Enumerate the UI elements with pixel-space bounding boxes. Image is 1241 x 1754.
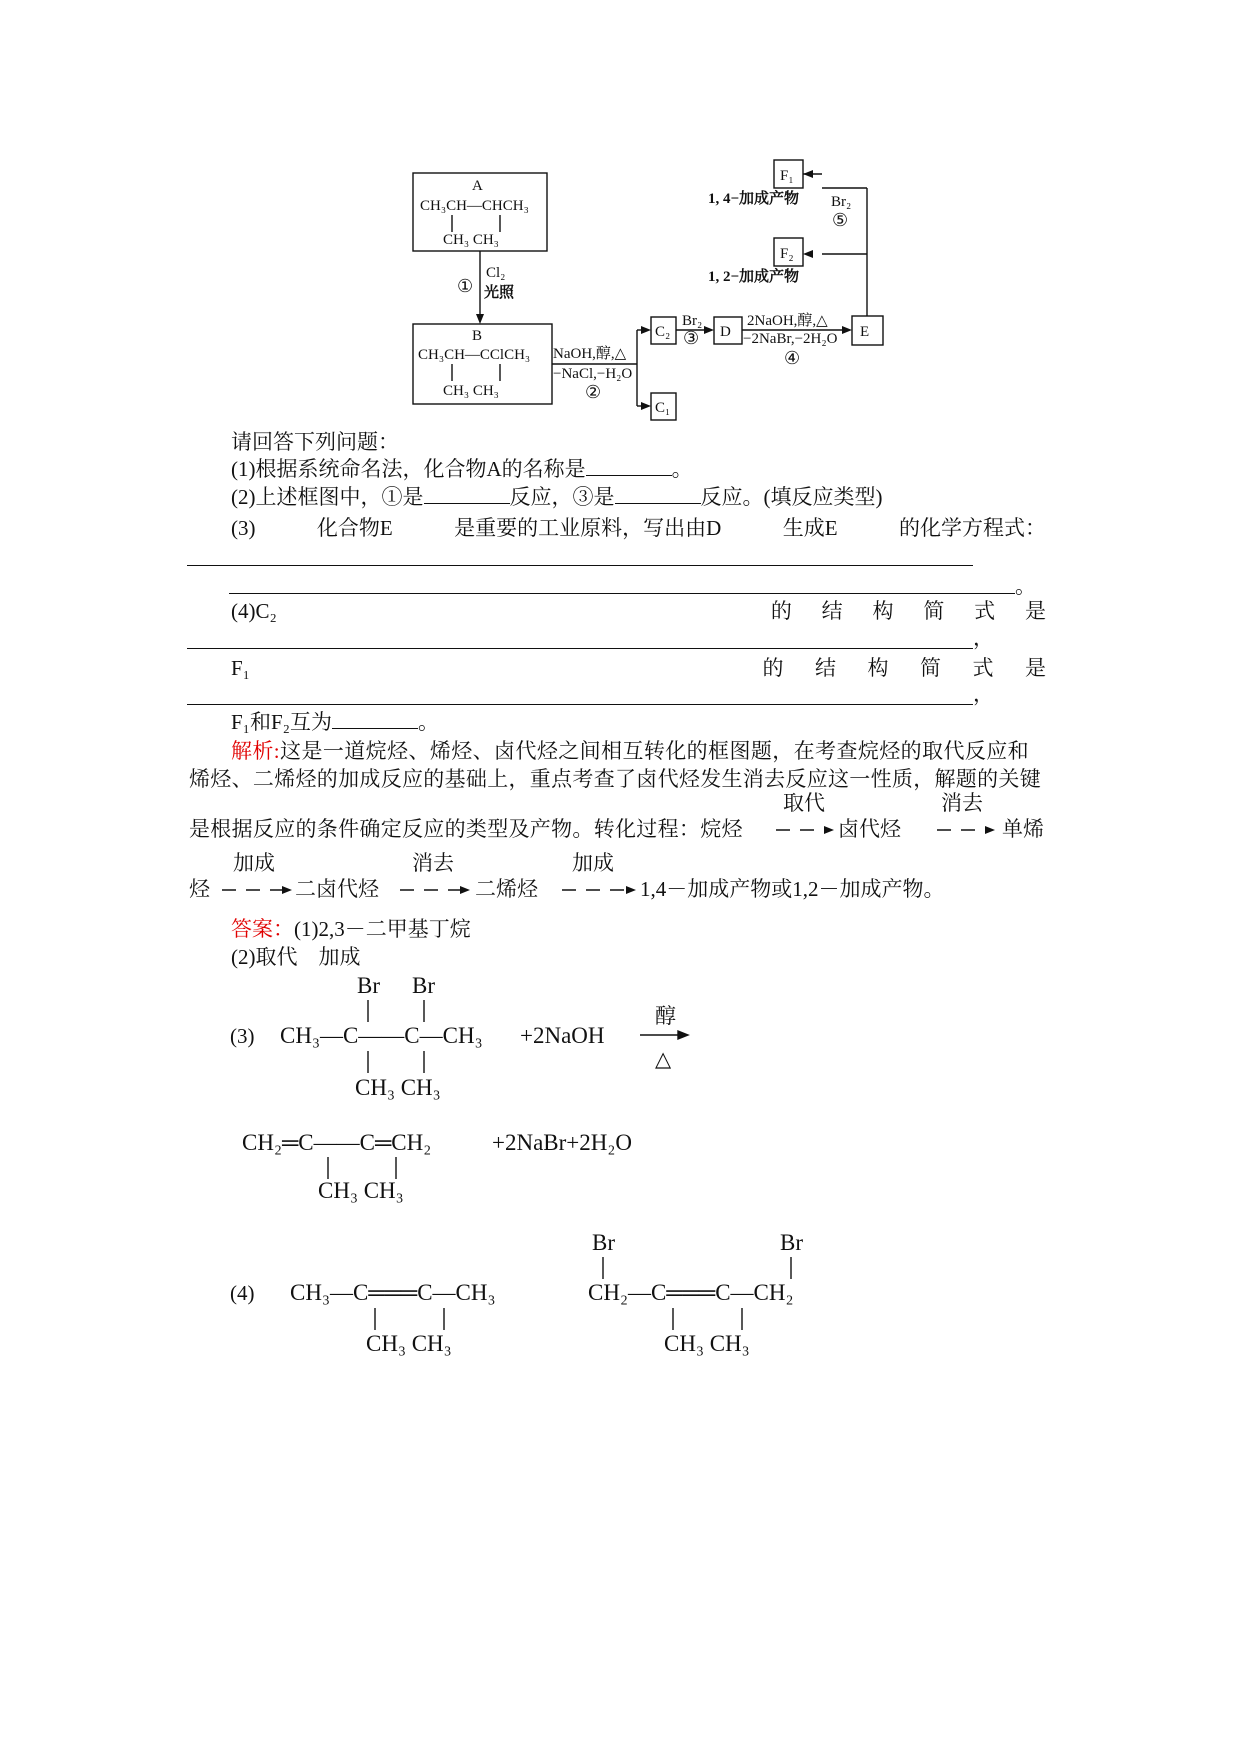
q4-relation-text: F₁和F₂互为 xyxy=(231,710,333,734)
answer-1-text: (1)2,3－二甲基丁烷 xyxy=(294,917,471,941)
q4b-word-1: 结 xyxy=(815,656,836,680)
q3-part-3: 生成E xyxy=(782,516,838,540)
q4b-word-2: 构 xyxy=(867,656,889,680)
arrow-add xyxy=(220,878,294,902)
answer-2: (2)取代 加成 xyxy=(231,945,361,969)
a4-f1-structure: CH₂—C═══C—CH₂ xyxy=(588,1280,794,1305)
step1-reagent: Cl₂ xyxy=(486,265,506,281)
q3-answer-line-2[interactable] xyxy=(229,593,1015,594)
arrow-label-elim2: 消去 xyxy=(412,851,454,875)
analysis-text-1: 这是一道烷烃、烯烃、卤代烃之间相互转化的框图题，在考查烷烃的取代反应和 xyxy=(280,739,1030,763)
a4-c2-structure: CH₃—C═══C—CH₃ xyxy=(290,1280,496,1305)
a4-c2-methyls: CH₃ CH₃ xyxy=(366,1331,452,1356)
arrow-label-sub: 取代 xyxy=(783,791,825,815)
q4-f1-answer-line[interactable] xyxy=(187,704,973,705)
analysis-line-1 xyxy=(231,737,1029,765)
A-label: A xyxy=(472,178,483,194)
q2-blank-2[interactable] xyxy=(615,483,701,504)
arrow-label-add: 加成 xyxy=(233,851,275,875)
F2-label: F₂ xyxy=(780,246,794,262)
question-4-relation xyxy=(231,708,439,736)
B-label: B xyxy=(472,328,483,344)
question-3 xyxy=(231,514,1046,542)
q3-part-0: (3) xyxy=(231,516,256,540)
analysis-line-4-start: 烃 xyxy=(189,877,210,901)
q1-blank[interactable] xyxy=(586,455,672,476)
q2-text-b: 反应，③是 xyxy=(509,485,615,509)
analysis-label: 解析: xyxy=(231,739,281,763)
q4b-word-4: 式 xyxy=(972,656,994,680)
a3-number: (3) xyxy=(230,1024,255,1048)
q3-end: 。 xyxy=(1015,574,1036,598)
analysis-text-3: 是根据反应的条件确定反应的类型及产物。转化过程：烷烃 xyxy=(189,817,743,841)
arrow-elim xyxy=(935,818,997,842)
arrow-sub xyxy=(774,818,836,842)
q4-relation-blank[interactable] xyxy=(332,708,418,729)
analysis-line-3 xyxy=(189,815,743,843)
step2-bot: −NaCl,−H₂O xyxy=(553,366,633,382)
q4b-word-5: 是 xyxy=(1025,656,1046,680)
F1-label: F₁ xyxy=(780,168,794,184)
q4-word-2: 构 xyxy=(872,599,894,623)
q2-text-c: 反应。(填反应类型) xyxy=(700,485,883,509)
step5-reagent: Br₂ xyxy=(831,194,852,210)
a4-f1-br-left: Br xyxy=(592,1230,615,1255)
a3-cond-bot: △ xyxy=(655,1047,672,1071)
step1-cond: 光照 xyxy=(484,285,515,301)
a3-reactant: CH₃—C——C—CH₃ xyxy=(280,1023,483,1048)
step2-top: NaOH,醇,△ xyxy=(553,346,627,362)
a3-plus-naoh: +2NaOH xyxy=(520,1023,605,1048)
q4-f1-comma: ， xyxy=(973,682,994,706)
C2-label: C₂ xyxy=(655,324,671,340)
a4-number: (4) xyxy=(230,1281,255,1305)
q4-c2-comma: ， xyxy=(973,626,994,650)
a4-f1-methyls: CH₃ CH₃ xyxy=(664,1331,750,1356)
a3-cond-top: 醇 xyxy=(655,1004,676,1028)
a3-rest: +2NaBr+2H₂O xyxy=(492,1130,632,1155)
q4b-word-0: 的 xyxy=(762,656,784,680)
C1-label: C₁ xyxy=(655,400,671,416)
analysis-line-2: 烯烃、二烯烃的加成反应的基础上，重点考查了卤代烃发生消去反应这一性质，解题的关键 xyxy=(189,767,1041,791)
step4-top: 2NaOH,醇,△ xyxy=(747,313,828,329)
step4-num: ④ xyxy=(784,348,801,368)
q4-word-0: 的 xyxy=(770,599,792,623)
step3-reagent: Br₂ xyxy=(682,313,703,329)
q4-word-5: 是 xyxy=(1024,599,1046,623)
answer-4-structures xyxy=(220,1225,840,1365)
A-sub: CH₃ CH₃ xyxy=(443,232,499,248)
step1-num: ① xyxy=(457,276,474,296)
question-4-c2 xyxy=(231,597,1046,625)
q4-relation-end: 。 xyxy=(418,710,440,734)
reaction-scheme xyxy=(0,0,1241,430)
arrow-add2 xyxy=(560,878,638,902)
q4-word-4: 式 xyxy=(974,599,996,623)
q3-part-2: 是重要的工业原料，写出由D xyxy=(454,516,722,540)
label-12: 1, 2−加成产物 xyxy=(708,269,800,285)
B-main: CH₃CH—CClCH₃ xyxy=(418,347,531,363)
question-4-f1 xyxy=(231,654,1046,682)
q3-answer-line-1[interactable] xyxy=(187,565,973,566)
arrow-label-elim: 消去 xyxy=(941,791,983,815)
q1-text: (1)根据系统命名法，化合物A的名称是 xyxy=(231,457,586,481)
a3-methyls: CH₃ CH₃ xyxy=(355,1075,441,1100)
questions-intro: 请回答下列问题： xyxy=(231,430,399,454)
products-text: 1,4－加成产物或1,2－加成产物。 xyxy=(640,877,945,901)
step3-num: ③ xyxy=(683,328,700,348)
answer-1 xyxy=(231,915,471,943)
a3-br-left: Br xyxy=(357,973,380,998)
D-label: D xyxy=(720,324,731,340)
q4b-word-3: 简 xyxy=(920,656,941,680)
a3-product-methyls: CH₃ CH₃ xyxy=(318,1178,404,1203)
q1-end: 。 xyxy=(671,457,693,481)
diene-text: 二烯烃 xyxy=(475,877,538,901)
answer-label: 答案： xyxy=(231,917,294,941)
a3-product: CH₂═C——C═CH₂ xyxy=(242,1130,432,1155)
label-14: 1, 4−加成产物 xyxy=(708,191,800,207)
a3-br-right: Br xyxy=(412,973,435,998)
q4-word-3: 简 xyxy=(923,599,945,623)
arrow-elim2 xyxy=(398,878,472,902)
q3-part-1: 化合物E xyxy=(316,516,393,540)
step4-bot: −2NaBr,−2H₂O xyxy=(743,331,838,347)
a4-f1-br-right: Br xyxy=(780,1230,803,1255)
q2-text-a: (2)上述框图中，①是 xyxy=(231,485,424,509)
question-2 xyxy=(231,483,883,511)
q3-part-4: 的化学方程式： xyxy=(898,516,1046,540)
halo-text: 卤代烃 xyxy=(838,817,901,841)
A-main: CH₃CH—CHCH₃ xyxy=(420,198,529,214)
answer-3-equation xyxy=(220,965,740,1205)
question-1 xyxy=(231,455,693,483)
dihalo-text: 二卤代烃 xyxy=(295,877,379,901)
step5-num: ⑤ xyxy=(832,210,849,230)
q4-c2-lead: (4)C₂ xyxy=(231,599,277,623)
q4-c2-answer-line[interactable] xyxy=(187,648,973,649)
q4-word-1: 结 xyxy=(821,599,843,623)
q4-f1-lead: F₁ xyxy=(231,656,251,680)
q2-blank-1[interactable] xyxy=(424,483,510,504)
E-label: E xyxy=(860,324,870,340)
mono-text: 单烯 xyxy=(1002,817,1044,841)
step2-num: ② xyxy=(585,382,602,402)
B-sub: CH₃ CH₃ xyxy=(443,383,499,399)
arrow-label-add2: 加成 xyxy=(572,851,614,875)
